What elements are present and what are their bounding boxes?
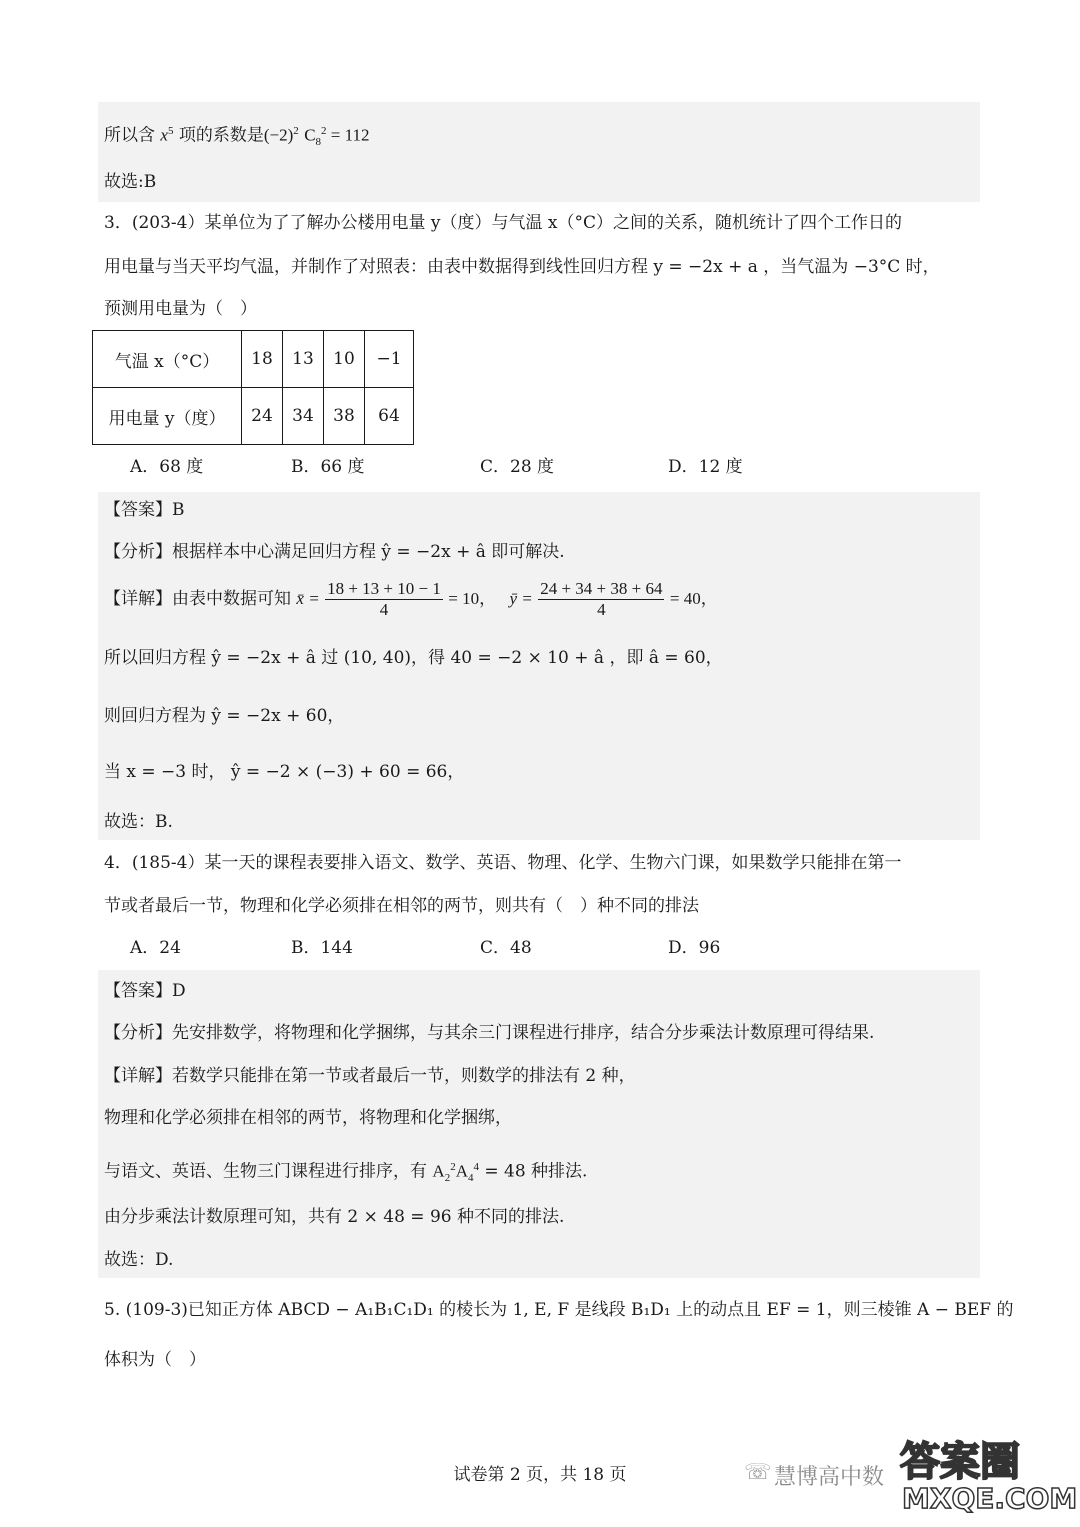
option-b: B．66 度 [291, 457, 365, 477]
option-d: D．12 度 [668, 457, 743, 477]
q4-detail2: 物理和化学必须排在相邻的两节，将物理和化学捆绑， [104, 1108, 512, 1128]
watermark-logo: 答案圈 [900, 1439, 1020, 1485]
option-a: A．24 [130, 938, 181, 958]
q4-detail4: 由分步乘法计数原理可知，共有 2 × 48 = 96 种不同的排法. [104, 1207, 565, 1227]
q4-analysis: 【分析】先安排数学，将物理和化学捆绑，与其余三门课程进行排序，结合分步乘法计数原理可得结果. [104, 1023, 875, 1043]
table-cell: 18 [242, 331, 283, 388]
q3-answer: 【答案】B [104, 500, 185, 520]
q3-choice: 故选：B. [104, 812, 173, 832]
q4-detail3: 与语文、英语、生物三门课程进行排序，有 $A_2^2A_4^4 = 48$ 种排法. [104, 1161, 588, 1185]
ybar-fraction: $\frac{24 + 34 + 38 + 64}{4}$ [540, 579, 663, 619]
table-cell: 10 [324, 331, 365, 388]
watermark [740, 1430, 1078, 1520]
prev-coefficient-line: 所以含 $x^5$ 项的系数是$(-2)^2$ $C_8^2 = 112$ [104, 125, 370, 149]
q3-stem-line2: 用电量与当天平均气温，并制作了对照表：由表中数据得到线性回归方程 y = −2x + a ，当气温为 −3°C 时， [104, 257, 940, 277]
wechat-icon: ☏ [744, 1460, 772, 1485]
table-cell: 64 [365, 388, 414, 445]
option-b: B．144 [291, 938, 353, 958]
q3-stem-line3: 预测用电量为（ ） [104, 299, 257, 319]
table-cell: 34 [283, 388, 324, 445]
table-cell: −1 [365, 331, 414, 388]
q4-stem-line2: 节或者最后一节，物理和化学必须排在相邻的两节，则共有（ ）种不同的排法 [104, 896, 699, 916]
temperature-label: 气温 x（°C） [93, 331, 242, 388]
q3-stem-line1: 3．(203-4）某单位为了了解办公楼用电量 y（度）与气温 x（°C）之间的关系，随机统计了四个工作日的 [104, 213, 902, 233]
watermark-site: MXQE.COM [902, 1482, 1078, 1515]
prev-choice: 故选:B [104, 172, 157, 192]
q4-detail1: 【详解】若数学只能排在第一节或者最后一节，则数学的排法有 2 种， [104, 1066, 636, 1086]
q4-choice: 故选：D. [104, 1250, 174, 1270]
page-footer: 试卷第 2 页，共 18 页 [453, 1465, 627, 1485]
q4-answer: 【答案】D [104, 981, 186, 1001]
table-cell: 38 [324, 388, 365, 445]
q3-data-table [92, 330, 414, 445]
q3-step3: 当 x = −3 时， ŷ = −2 × (−3) + 60 = 66， [104, 762, 465, 782]
q5-stem-line2: 体积为（ ） [104, 1350, 206, 1370]
watermark-wechat-text: 慧博高中数 [774, 1465, 885, 1490]
option-c: C．28 度 [480, 457, 555, 477]
q3-analysis: 【分析】根据样本中心满足回归方程 ŷ = −2x + â 即可解决. [104, 542, 565, 562]
option-c: C．48 [480, 938, 532, 958]
q4-options [130, 936, 830, 960]
q3-detail-means: 【详解】由表中数据可知 x̄ = $\frac{18 + 13 + 10 - 1}{4}$ = 10， ȳ = $\frac{24 + 34 + 38 + 64}{4}$ = 40， [104, 579, 718, 619]
q3-step2: 则回归方程为 ŷ = −2x + 60， [104, 706, 345, 726]
option-a: A．68 度 [130, 457, 204, 477]
table-cell: 24 [242, 388, 283, 445]
xbar-fraction: $\frac{18 + 13 + 10 - 1}{4}$ [327, 579, 441, 619]
table-row [93, 331, 414, 388]
q5-stem-line1: 5. (109-3)已知正方体 ABCD − A₁B₁C₁D₁ 的棱长为 1, E, F 是线段 B₁D₁ 上的动点且 EF = 1，则三棱锥 A − BEF 的 [104, 1300, 1014, 1320]
q3-options [130, 455, 830, 479]
table-row [93, 388, 414, 445]
table-cell: 13 [283, 331, 324, 388]
option-d: D．96 [668, 938, 721, 958]
q3-step1: 所以回归方程 ŷ = −2x + â 过 (10, 40)，得 40 = −2 × 10 + â ，即 â = 60， [104, 648, 723, 668]
q4-stem-line1: 4．(185-4）某一天的课程表要排入语文、数学、英语、物理、化学、生物六门课，如果数学只能排在第一 [104, 853, 902, 873]
power-label: 用电量 y（度） [93, 388, 242, 445]
